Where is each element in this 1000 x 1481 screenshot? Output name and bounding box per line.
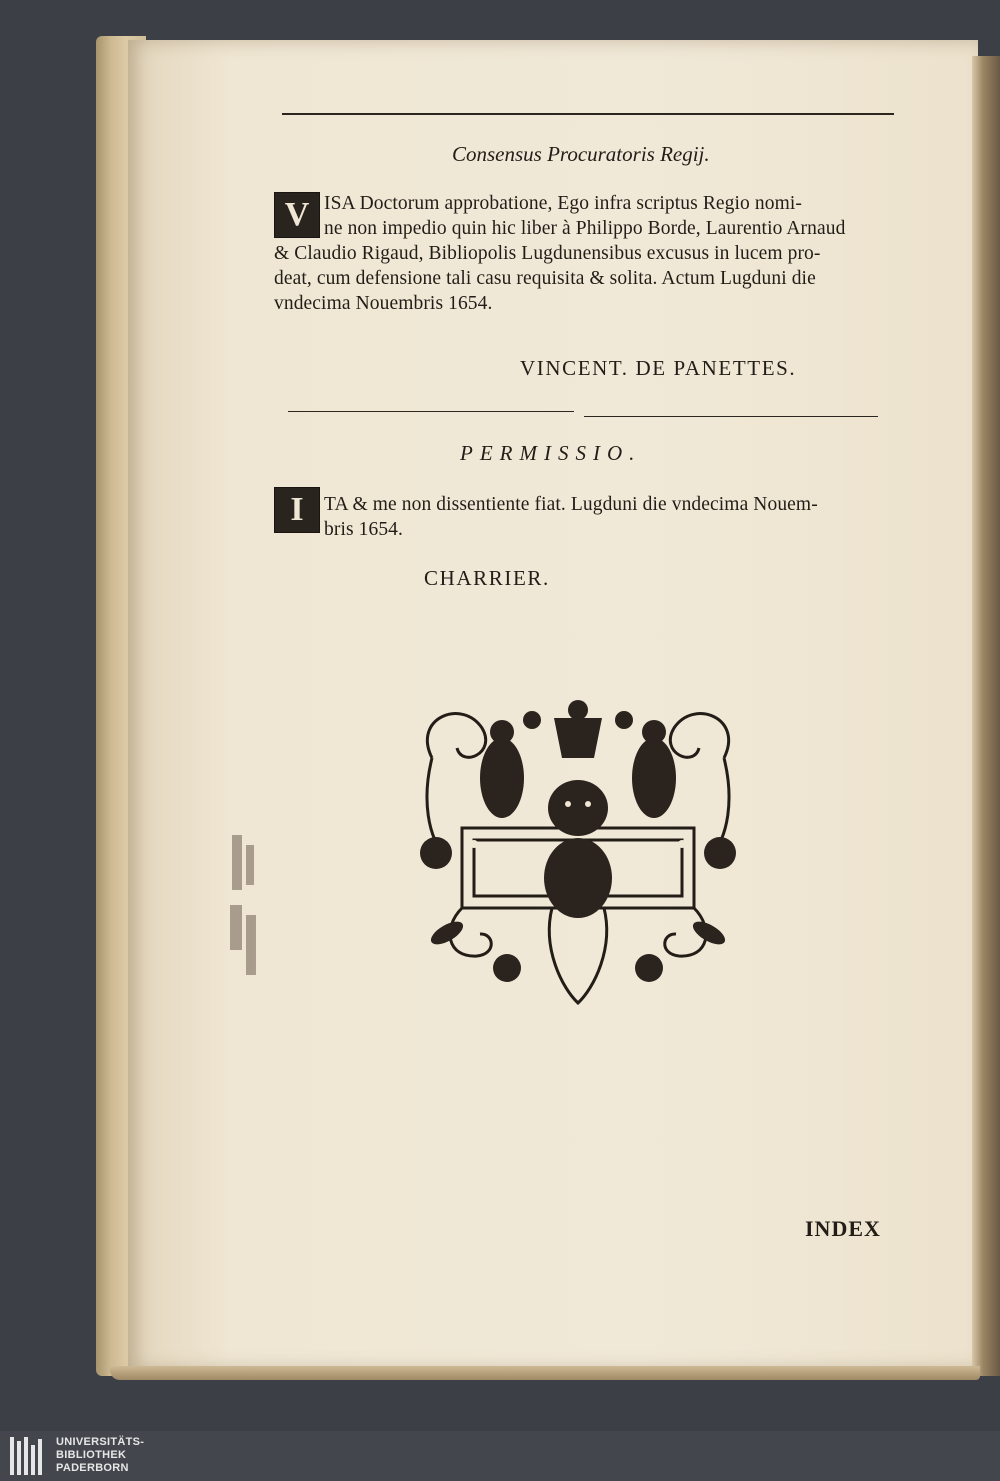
dropcap-v-icon (274, 192, 320, 238)
dropcap-v-letter: V (284, 196, 310, 233)
dropcap-i-letter: I (290, 491, 304, 528)
book-bottom-edge (110, 1366, 980, 1380)
library-logo-line-2: BIBLIOTHEK (56, 1449, 127, 1461)
permissio-line-2: bris 1654. (324, 519, 403, 540)
permissio-line-1: TA & me non dissentiente fiat. Lugduni die vndecima Nouem- (324, 494, 818, 515)
facing-page-edge (972, 56, 1000, 1376)
catchword: INDEX (805, 1216, 881, 1241)
consensus-line-4: deat, cum defensione tali casu requisita & solita. Actum Lugduni die (274, 268, 816, 289)
consensus-line-5: vndecima Nouembris 1654. (274, 293, 493, 314)
library-logo-text (56, 1436, 144, 1475)
dropcap-i-icon (274, 487, 320, 533)
consensus-line-2: ne non impedio quin hic liber à Philippo Borde, Laurentio Arnaud (324, 218, 846, 239)
library-logo-line-1: UNIVERSITÄTS- (56, 1436, 145, 1448)
consensus-heading: Consensus Procuratoris Regij. (452, 142, 710, 166)
divider-rule-right (584, 416, 878, 417)
permissio-heading: PERMISSIO. (460, 441, 642, 465)
consensus-signature: VINCENT. DE PANETTES. (520, 356, 797, 380)
margin-stamp-icon (224, 835, 268, 985)
library-logo-icon (8, 1435, 48, 1477)
top-rule (282, 113, 894, 115)
library-footer-bar (0, 1431, 1000, 1481)
permissio-signature: CHARRIER. (424, 566, 550, 590)
consensus-line-1: ISA Doctorum approbatione, Ego infra scriptus Regio nomi- (324, 193, 802, 214)
consensus-line-3: & Claudio Rigaud, Bibliopolis Lugdunensibus excusus in lucem pro- (274, 243, 821, 264)
library-logo-line-3: PADERBORN (56, 1462, 129, 1474)
divider-rule-left (288, 411, 574, 412)
woodcut-ornament-icon (402, 698, 754, 1010)
